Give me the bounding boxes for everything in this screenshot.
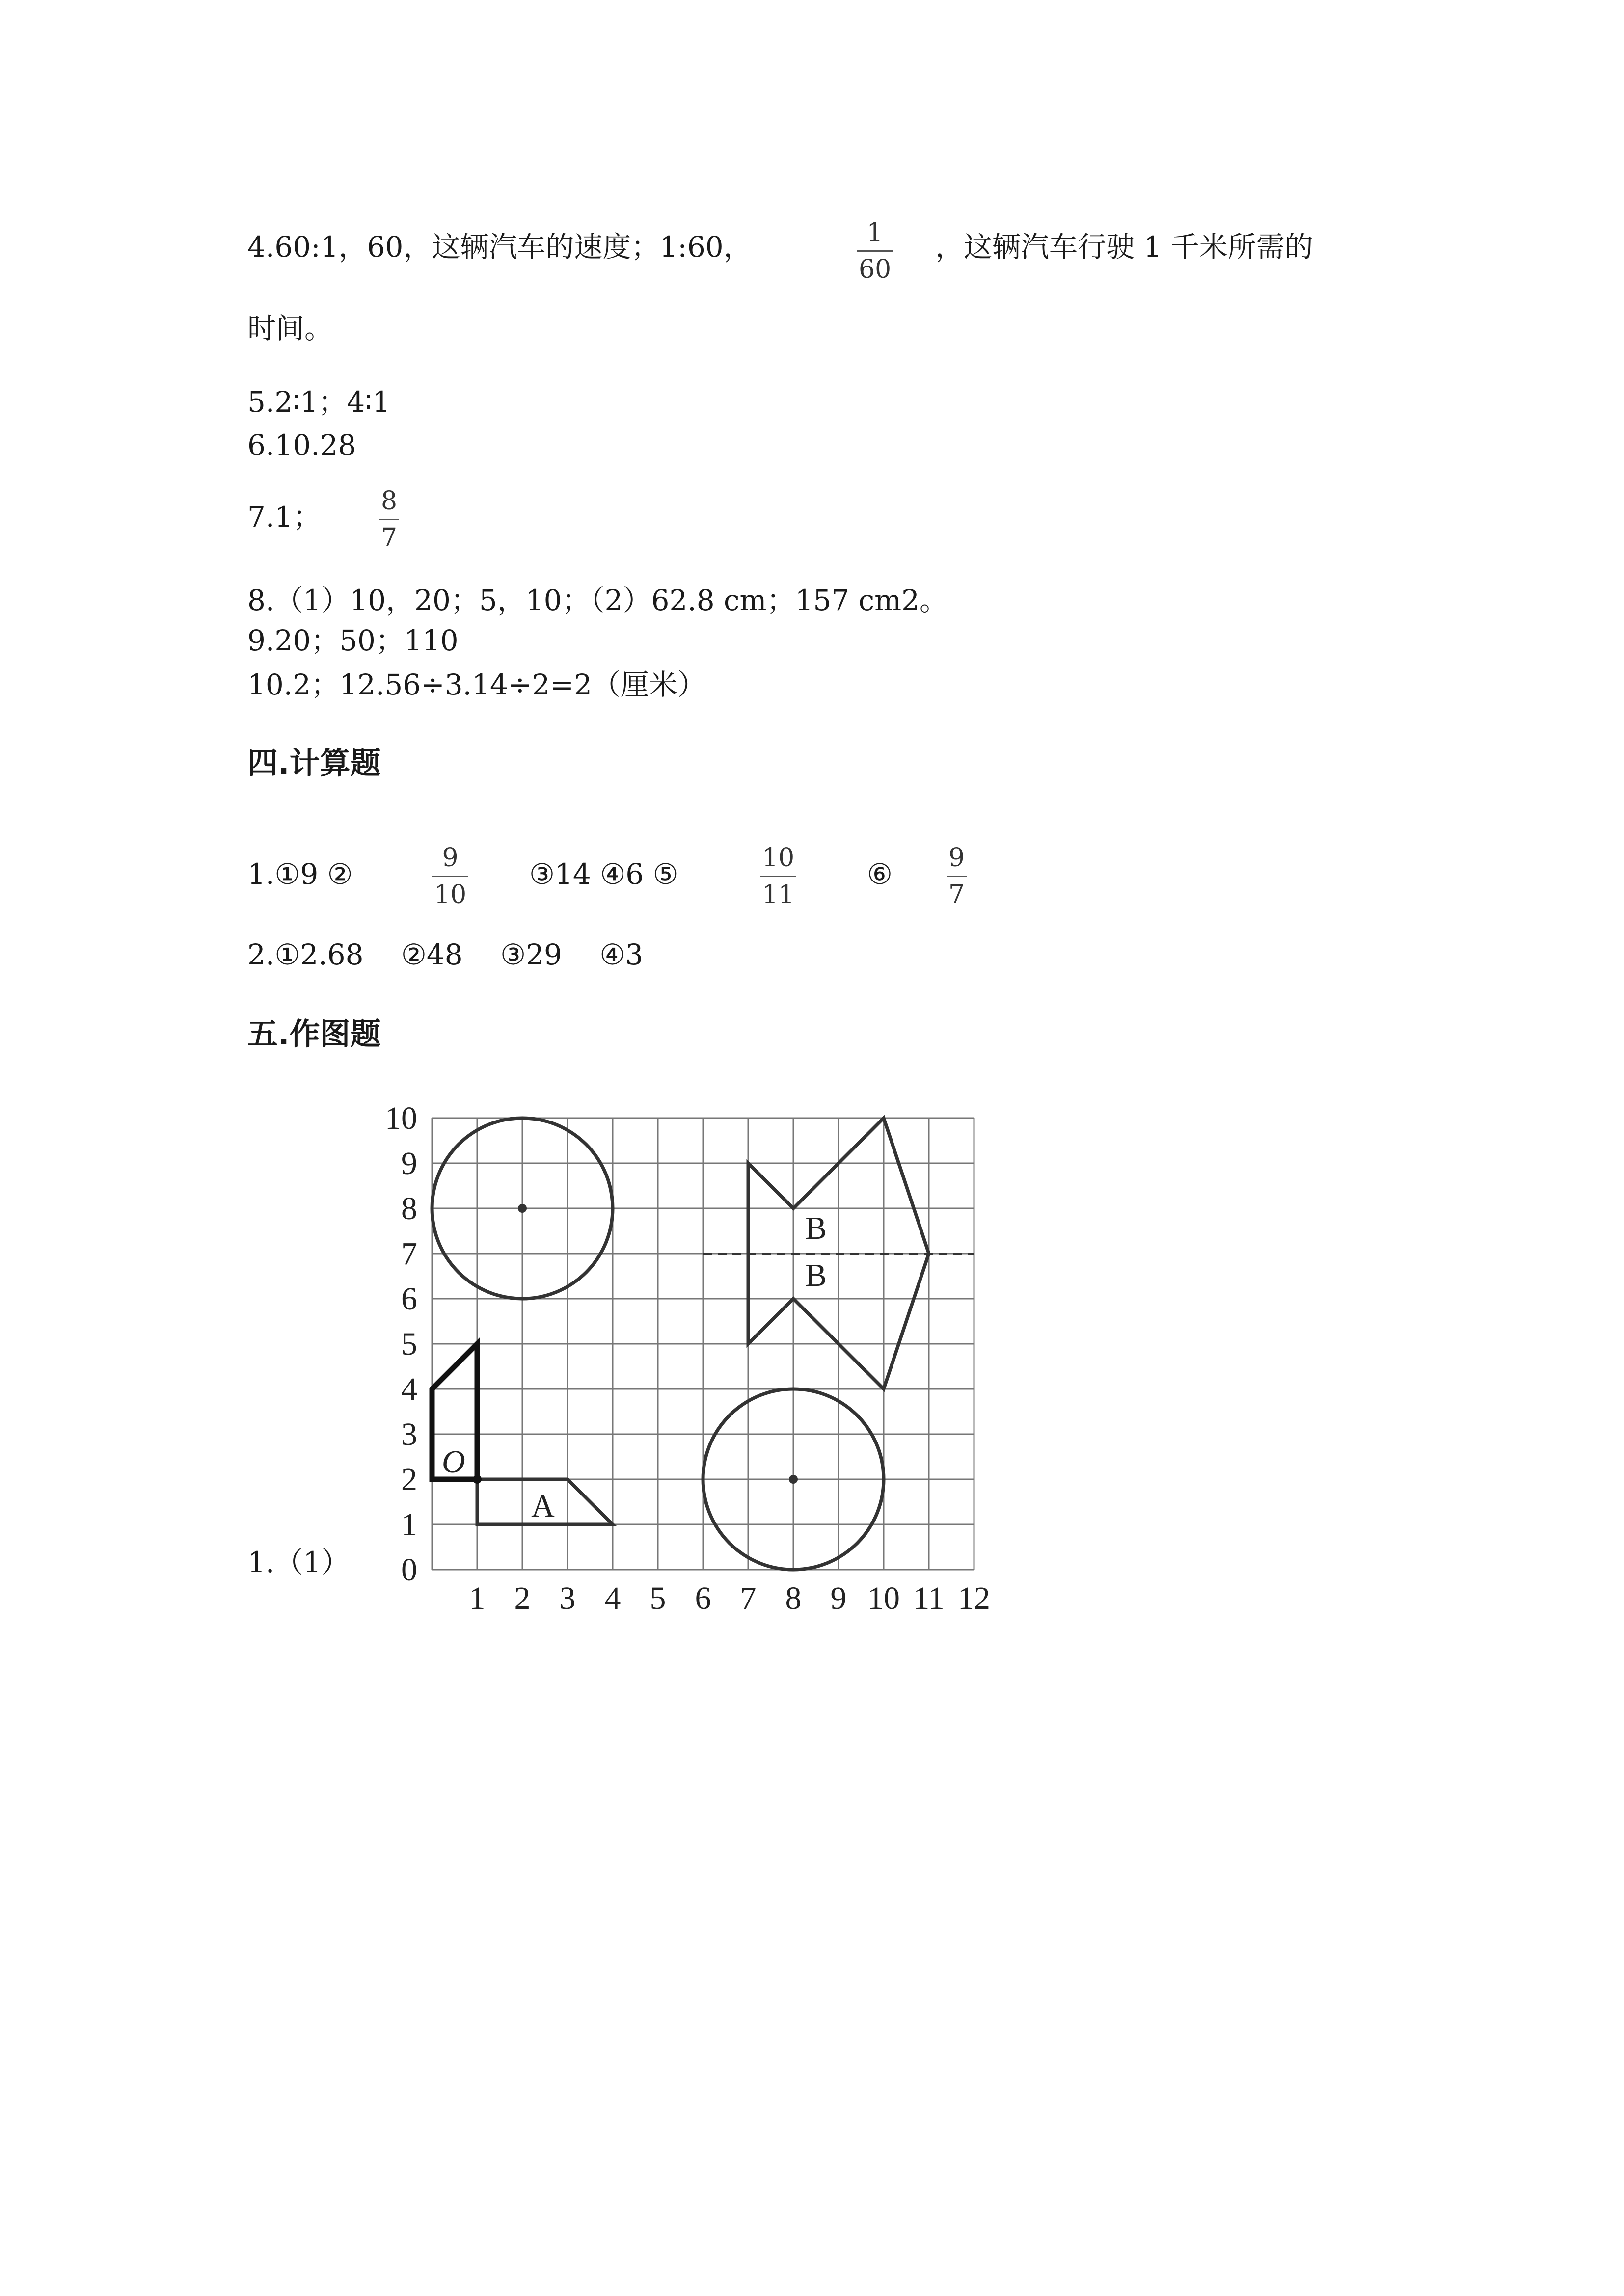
x-tick-label: 3 xyxy=(559,1580,576,1616)
answer-9: 9.20；50；110 xyxy=(247,624,459,657)
x-tick-label: 10 xyxy=(867,1580,900,1616)
fraction-bar xyxy=(857,250,893,252)
y-tick-label: 8 xyxy=(401,1191,417,1227)
x-tick-label: 2 xyxy=(514,1580,531,1616)
x-tick-label: 6 xyxy=(695,1580,711,1616)
x-tick-label: 7 xyxy=(740,1580,757,1616)
label-b-upper: B xyxy=(805,1210,827,1246)
fraction-bar xyxy=(760,876,796,877)
y-tick-label: 7 xyxy=(401,1236,417,1272)
section-5-title: 五.作图题 xyxy=(247,1016,381,1052)
section-5-q1-label: 1.（1） xyxy=(247,1546,350,1579)
circle-upper-center xyxy=(518,1204,527,1213)
y-tick-label: 1 xyxy=(401,1507,417,1543)
section-4-q1-fraction-b xyxy=(760,845,796,908)
fraction-numerator: 9 xyxy=(948,843,965,873)
circle-lower-center xyxy=(789,1475,798,1484)
section-4-q1-fraction-c xyxy=(947,845,967,908)
answer-4-continuation: 时间。 xyxy=(247,312,333,345)
section-4-title: 四.计算题 xyxy=(247,745,381,781)
answer-4-part1: 4.60:1，60，这辆汽车的速度；1:60， xyxy=(247,230,752,264)
fraction-bar xyxy=(947,876,967,877)
rotation-center-o xyxy=(473,1475,482,1484)
x-tick-label: 12 xyxy=(958,1580,990,1616)
grid-lines xyxy=(432,1118,974,1570)
section-4-q1-middle: ③14 ④6 ⑤ xyxy=(529,857,678,891)
fraction-numerator: 9 xyxy=(442,843,459,873)
y-tick-label: 5 xyxy=(401,1326,417,1362)
fraction-denominator: 7 xyxy=(381,523,398,553)
answer-5: 5.2∶1；4∶1 xyxy=(247,385,391,419)
y-tick-label: 2 xyxy=(401,1462,417,1497)
y-tick-label: 3 xyxy=(401,1416,417,1452)
fraction-denominator: 11 xyxy=(762,880,795,909)
section-4-q1-circle-6: ⑥ xyxy=(867,857,893,891)
label-b-lower: B xyxy=(805,1257,827,1293)
fraction-bar xyxy=(379,519,399,520)
answer-6: 6.10.28 xyxy=(247,428,356,462)
fraction-denominator: 10 xyxy=(434,880,467,909)
x-tick-label: 4 xyxy=(604,1580,621,1616)
label-a: A xyxy=(531,1488,555,1524)
section-4-q2: 2.①2.68 ②48 ③29 ④3 xyxy=(247,938,644,971)
fraction-numerator: 8 xyxy=(381,486,398,516)
y-tick-label: 4 xyxy=(401,1371,417,1407)
y-tick-label: 10 xyxy=(385,1100,417,1136)
answer-4-part2: ，这辆汽车行驶 1 千米所需的 xyxy=(935,230,1313,264)
section-4-q1-prefix: 1.①9 ② xyxy=(247,857,353,891)
y-tick-label: 9 xyxy=(401,1146,417,1181)
section-4-q1-fraction-a xyxy=(432,845,468,908)
x-tick-label: 9 xyxy=(830,1580,847,1616)
fraction-numerator: 1 xyxy=(866,218,883,247)
x-tick-label: 5 xyxy=(650,1580,666,1616)
answer-7-fraction xyxy=(379,488,399,551)
answer-8: 8.（1）10，20；5，10；（2）62.8 cm；157 cm2。 xyxy=(247,584,948,617)
answer-10: 10.2；12.56÷3.14÷2=2（厘米） xyxy=(247,668,706,701)
fraction-bar xyxy=(432,876,468,877)
y-tick-label: 6 xyxy=(401,1281,417,1317)
x-tick-label: 8 xyxy=(785,1580,802,1616)
x-tick-label: 1 xyxy=(469,1580,486,1616)
label-o: O xyxy=(442,1444,465,1480)
answer-7-prefix: 7.1； xyxy=(247,500,322,534)
coordinate-grid-figure xyxy=(368,1095,1006,1625)
fraction-denominator: 7 xyxy=(948,880,965,909)
fraction-denominator: 60 xyxy=(859,255,892,284)
y-tick-label: 0 xyxy=(401,1552,417,1588)
answer-4-fraction xyxy=(857,220,893,282)
fraction-numerator: 10 xyxy=(762,843,795,873)
x-tick-label: 11 xyxy=(913,1580,945,1616)
